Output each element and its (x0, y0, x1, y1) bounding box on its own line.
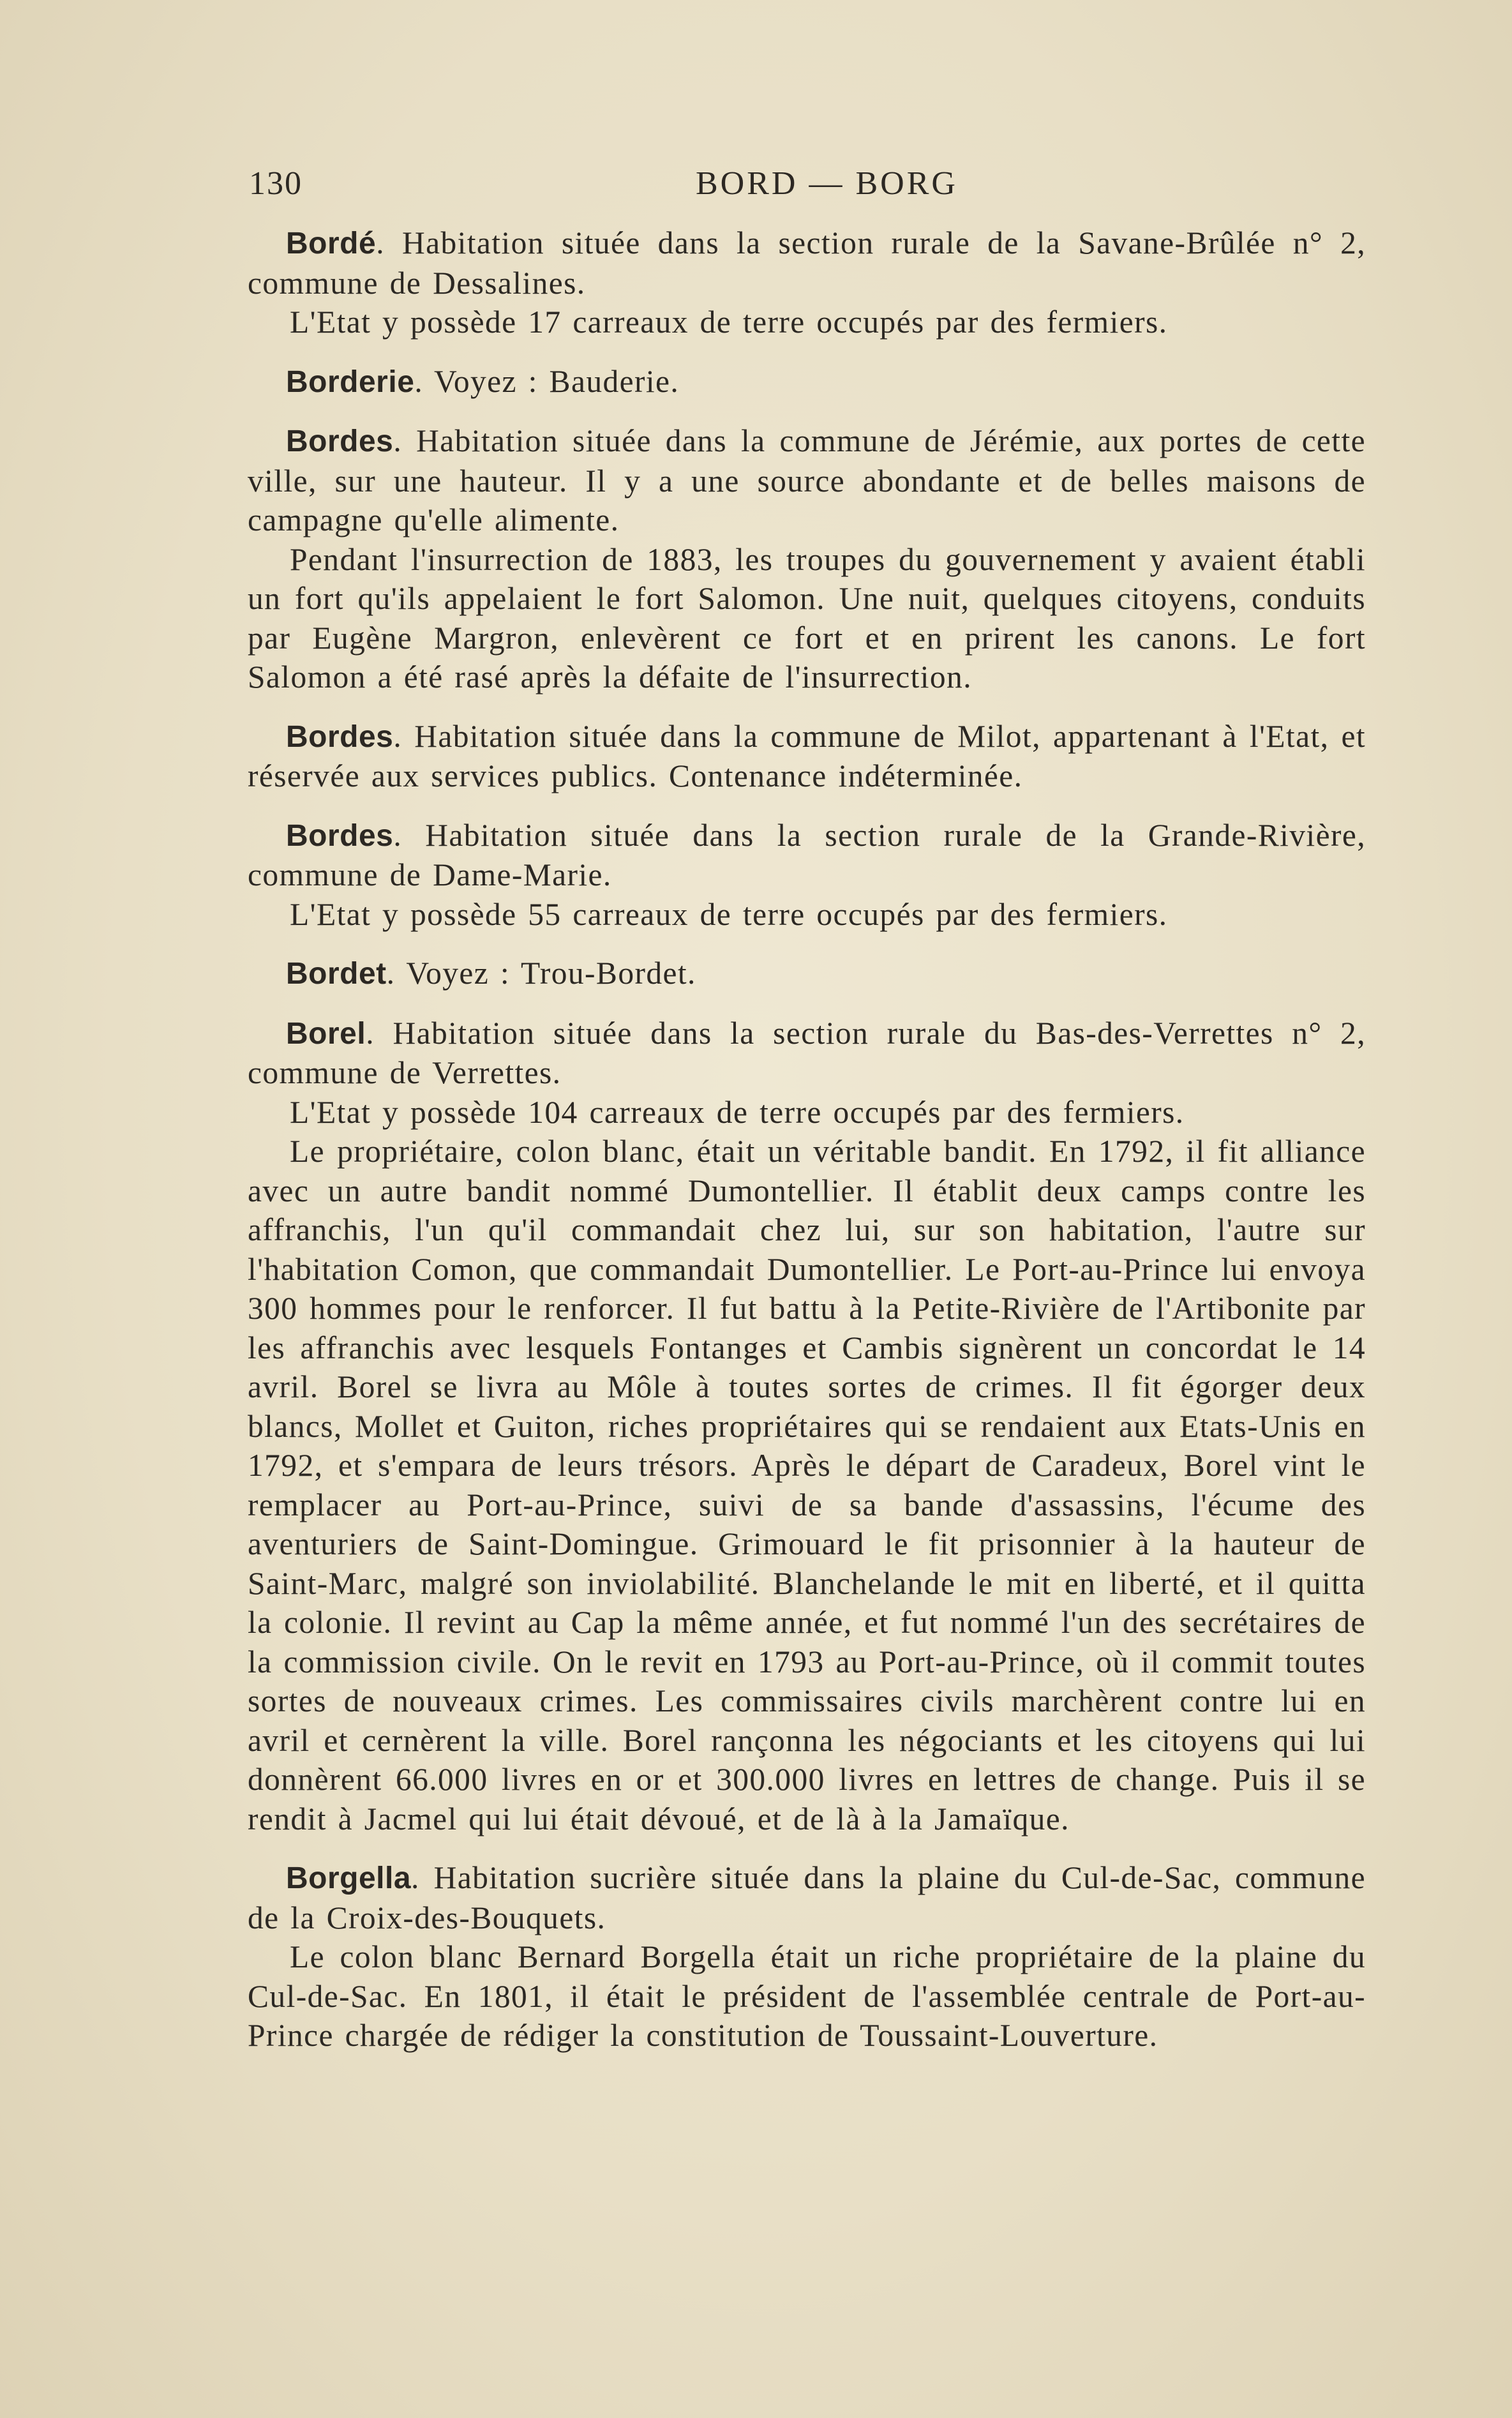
entry-borderie (248, 362, 1366, 402)
entry-paragraph: Pendant l'insurrection de 1883, les troupes du gouvernement y avaient établi un fort qu'ils appelaient le fort Salomon. Une nuit, quelques citoyens, conduits par Eugène Margron, enlevèrent ce fort et en prirent les canons. Le fort Salomon a été rasé après la défaite de l'insurrection. (248, 541, 1366, 695)
entry-borel (248, 1014, 1366, 1839)
entry-paragraph: Bordes. Habitation située dans la commune de Milot, appartenant à l'Etat, et réservée aux services publics. Contenance indéterminée. (248, 718, 1366, 793)
entry-borde (248, 223, 1366, 342)
headword: Bordes (286, 719, 394, 754)
entry-paragraph: Borgella. Habitation sucrière située dans la plaine du Cul-de-Sac, commune de la Croix-des-Bouquets. (248, 1860, 1366, 1935)
entry-bordes-dame-marie (248, 816, 1366, 935)
headword: Borderie (286, 364, 415, 399)
entries (248, 223, 1366, 2075)
page-header (249, 165, 1366, 209)
entry-paragraph: Le colon blanc Bernard Borgella était un riche propriétaire de la plaine du Cul-de-Sac. En 1801, il était le président de l'assemblée centrale de Port-au-Prince chargée de rédiger la constitution de Toussaint-Louverture. (248, 1939, 1366, 2053)
headword: Bordes (286, 424, 394, 458)
headword: Borel (286, 1016, 366, 1051)
entry-paragraph: Le propriétaire, colon blanc, était un véritable bandit. En 1792, il fit alliance avec un autre bandit nommé Dumontellier. Il établit deux camps contre les affranchis, l'un qu'il commandait chez lui, sur son habitation, l'autre sur l'habitation Comon, que commandait Dumontellier. Le Port-au-Prince lui envoya 300 hommes pour le renforcer. Il fut battu à la Petite-Rivière de l'Artibonite par les affranchis avec lesquels Fontanges et Cambis signèrent un concordat le 14 avril. Borel se livra au Môle à toutes sortes de crimes. Il fit égorger deux blancs, Mollet et Guiton, riches propriétaires qui se rendaient aux Etats-Unis en 1792, et s'empara de leurs trésors. Après le départ de Caradeux, Borel vint le remplacer au Port-au-Prince, suivi de sa bande d'assassins, l'écume des aventuriers de Saint-Domingue. Grimouard le fit prisonnier à la hauteur de Saint-Marc, malgré son inviolabilité. Blanchelande le mit en liberté, et il quitta la colonie. Il revint au Cap la même année, et fut nommé l'un des secrétaires de la commission civile. On le revit en 1793 au Port-au-Prince, où il commit toutes sortes de nouveaux crimes. Les commissaires civils marchèrent contre lui en avril et cernèrent la ville. Borel rançonna les négociants et les citoyens qui lui donnèrent 66.000 livres en or et 300.000 livres en lettres de change. Puis il se rendit à Jacmel qui lui était dévoué, et de là à la Jamaïque. (248, 1134, 1366, 1836)
entry-bordes-milot (248, 717, 1366, 796)
entry-paragraph: Bordé. Habitation située dans la section rurale de la Savane-Brûlée n° 2, commune de Dessalines. (248, 225, 1366, 301)
headword: Borgella (286, 1861, 412, 1895)
entry-paragraph: Borel. Habitation située dans la section rurale du Bas-des-Verrettes n° 2, commune de Verrettes. (248, 1015, 1366, 1090)
entry-paragraph: Bordet. Voyez : Trou-Bordet. (286, 956, 696, 991)
running-head: BORD — BORG (696, 165, 958, 202)
headword: Bordet (286, 957, 387, 991)
page-number: 130 (249, 165, 303, 202)
headword: Bordé (286, 227, 377, 260)
entry-paragraph: Borderie. Voyez : Bauderie. (286, 363, 680, 399)
entry-paragraph: L'Etat y possède 104 carreaux de terre occupés par des fermiers. (290, 1094, 1185, 1130)
entry-paragraph: Bordes. Habitation située dans la section rurale de la Grande-Rivière, commune de Dame-Marie. (248, 817, 1366, 892)
entry-bordes-jeremie (248, 421, 1366, 697)
entry-paragraph: Bordes. Habitation située dans la commune de Jérémie, aux portes de cette ville, sur une hauteur. Il y a une source abondante et de belles maisons de campagne qu'elle alimente. (248, 423, 1366, 537)
entry-paragraph: L'Etat y possède 17 carreaux de terre occupés par des fermiers. (290, 304, 1168, 340)
entry-bordet (248, 954, 1366, 994)
headword: Bordes (286, 818, 394, 853)
entry-paragraph: L'Etat y possède 55 carreaux de terre occupés par des fermiers. (290, 896, 1168, 932)
entry-borgella (248, 1858, 1366, 2055)
